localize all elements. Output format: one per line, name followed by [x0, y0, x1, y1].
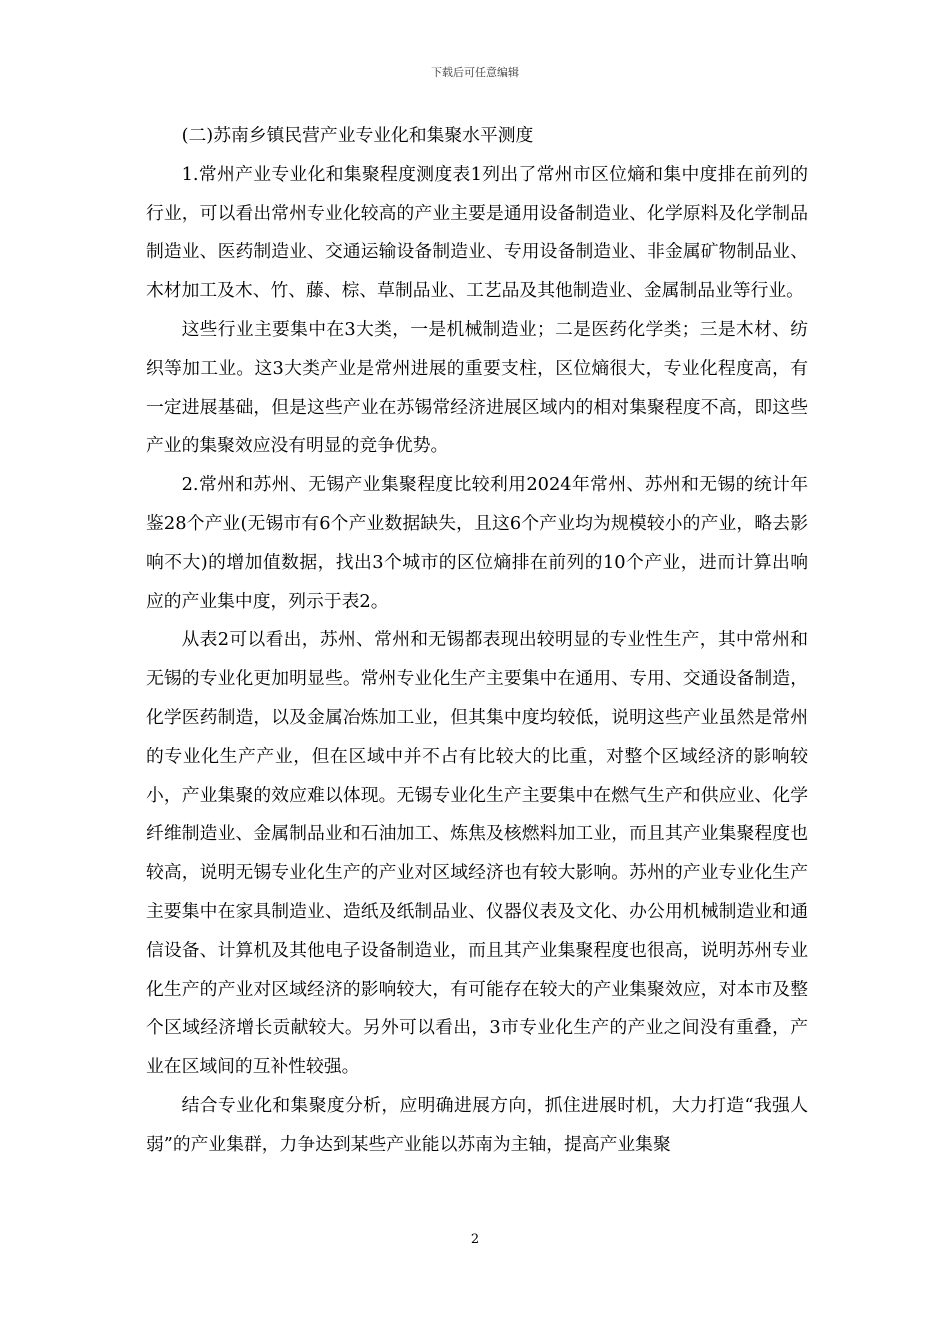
- page-number: 2: [470, 1232, 480, 1247]
- section-heading: (二)苏南乡镇民营产业专业化和集聚水平测度: [181, 125, 534, 146]
- paragraph-table2-analysis: 从表2可以看出，苏州、常州和无锡都表现出较明显的专业性生产，其中常州和无锡的专业化更加明显些。常州专业化生产主要集中在通用、专用、交通设备制造，化学医药制造，以及金属冶炼加工业，但其集中度均较低，说明这些产业虽然是常州的专业化生产产业，但在区域中并不占有比较大的比重，对整个区域经济的影响较小，产业集聚的效应难以体现。无锡专业化生产主要集中在燃气生产和供应业、化学纤维制造业、金属制品业和石油加工、炼焦及核燃料加工业，而且其产业集聚程度也较高，说明无锡专业化生产的产业对区域经济也有较大影响。苏州的产业专业化生产主要集中在家具制造业、造纸及纸制品业、仪器仪表及文化、办公用机械制造业和通信设备、计算机及其他电子设备制造业，而且其产业集聚程度也很高，说明苏州专业化生产的产业对区域经济的影响较大，有可能存在较大的产业集聚效应，对本市及整个区域经济增长贡献较大。另外可以看出，3市专业化生产的产业之间没有重叠，产业在区域间的互补性较强。: [146, 629, 808, 1078]
- paragraph-changzhou-measure: 1.常州产业专业化和集聚程度测度表1列出了常州市区位熵和集中度排在前列的行业，可以看出常州专业化较高的产业主要是通用设备制造业、化学原料及化学制品制造业、医药制造业、交通运输设备制造业、专用设备制造业、非金属矿物制品业、木材加工及木、竹、藤、棕、草制品业、工艺品及其他制造业、金属制品业等行业。: [146, 163, 808, 302]
- paragraph-comparison: 2.常州和苏州、无锡产业集聚程度比较利用2024年常州、苏州和无锡的统计年鉴28个产业(无锡市有6个产业数据缺失，且这6个产业均为规模较小的产业，略去影响不大)的增加值数据，找出3个城市的区位熵排在前列的10个产业，进而计算出响应的产业集中度，列示于表2。: [146, 474, 808, 612]
- page-header-note: 下载后可任意编辑: [431, 66, 519, 79]
- paragraph-conclusion: 结合专业化和集聚度分析，应明确进展方向，抓住进展时机，大力打造“我强人弱”的产业集群，力争达到某些产业能以苏南为主轴，提高产业集聚: [146, 1094, 808, 1155]
- paragraph-three-categories: 这些行业主要集中在3大类，一是机械制造业；二是医药化学类；三是木材、纺织等加工业。这3大类产业是常州进展的重要支柱，区位熵很大，专业化程度高，有一定进展基础，但是这些产业在苏锡常经济进展区域内的相对集聚程度不高，即这些产业的集聚效应没有明显的竞争优势。: [146, 318, 808, 457]
- document-body: [146, 117, 808, 1165]
